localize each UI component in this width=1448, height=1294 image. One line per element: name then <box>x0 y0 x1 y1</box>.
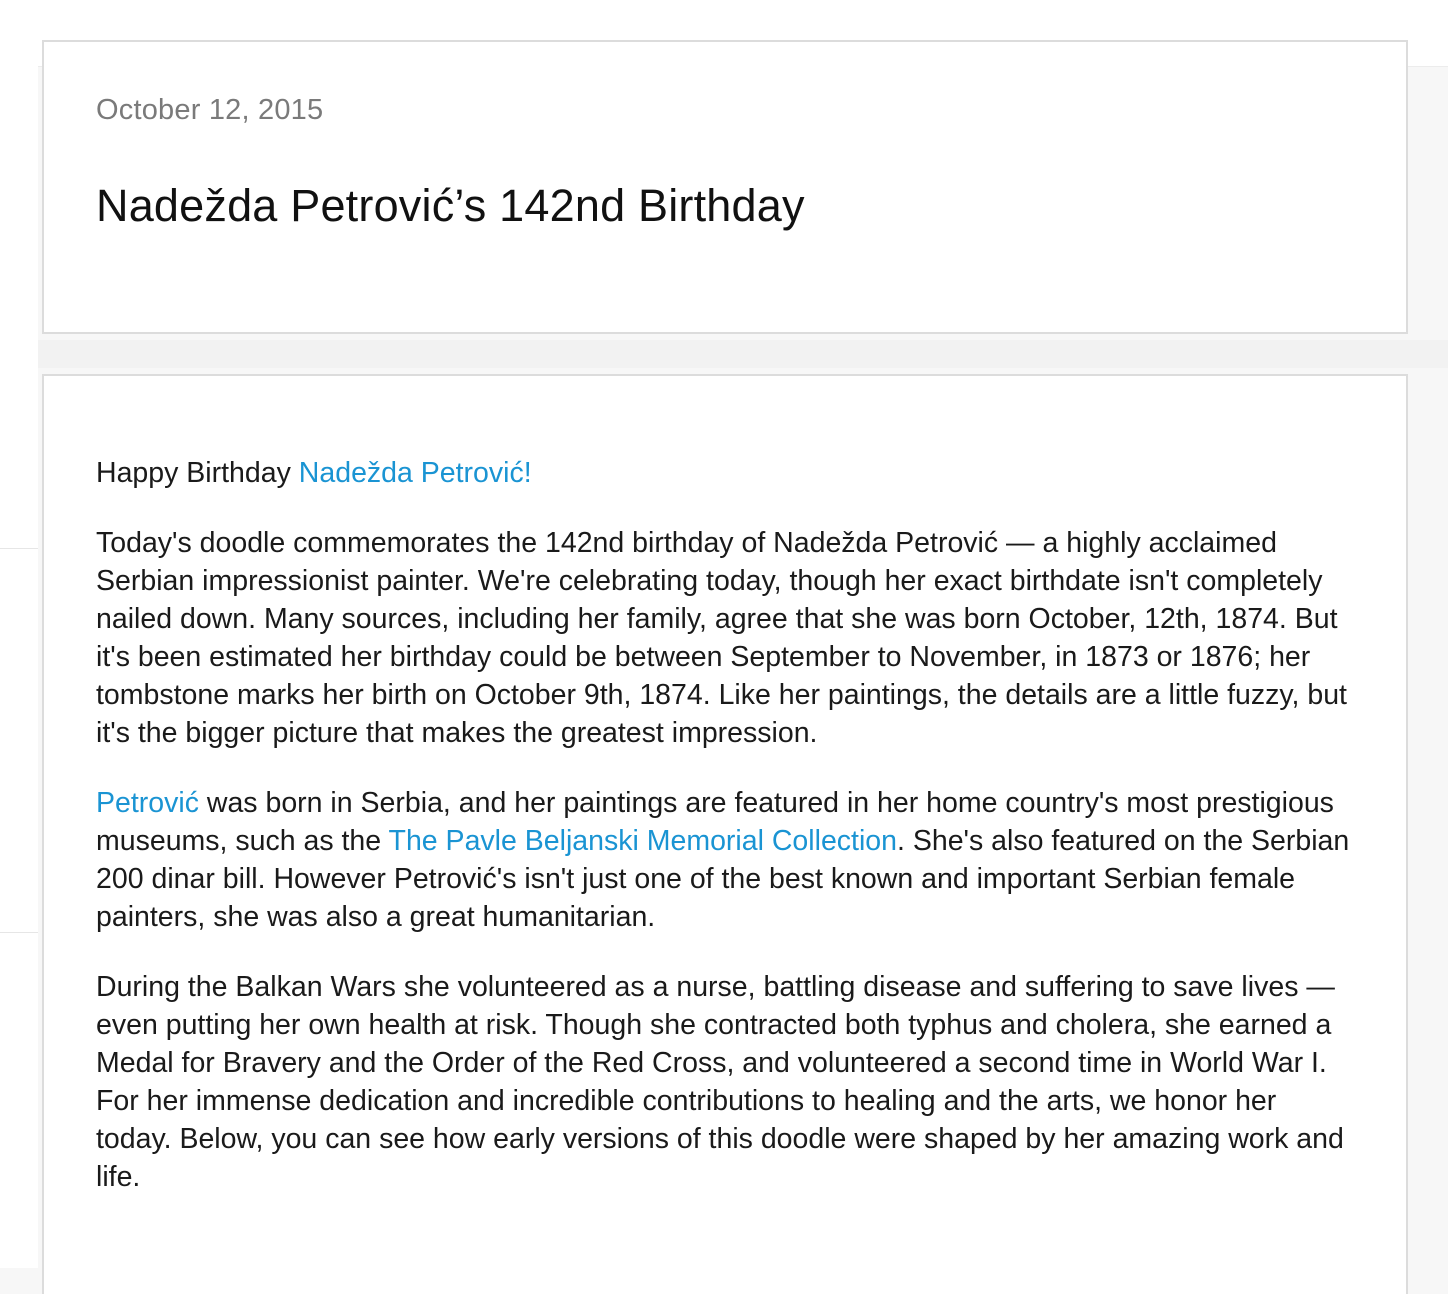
petrovic-name-link[interactable]: Nadežda Petrović! <box>298 457 532 489</box>
side-panel <box>0 66 38 1268</box>
paragraph-2-text-1: was born in Serbia, and her paintings are featured in her home country's most prestigious museums, such as the <box>96 787 1334 857</box>
post-header-card <box>42 40 1408 334</box>
beljanski-collection-link[interactable]: The Pavle Beljanski Memorial Collection <box>388 825 897 857</box>
side-panel-divider <box>0 932 38 933</box>
card-gap-band <box>38 340 1448 368</box>
post-date: October 12, 2015 <box>96 94 324 126</box>
petrovic-link[interactable]: Petrović <box>96 787 199 819</box>
paragraph-2-text-2: . She's also featured on the Serbian 200 dinar bill. However Petrović's isn't just one of the best known and important Serbian female painters, she was also a great humanitarian. <box>96 825 1350 933</box>
article-content <box>96 454 1358 1228</box>
article-paragraph-2 <box>96 784 1358 936</box>
greeting-text: Happy Birthday <box>96 457 299 489</box>
article-paragraph-1: Today's doodle commemorates the 142nd birthday of Nadežda Petrović — a highly acclaimed Serbian impressionist painter. We're celebrating today, though her exact birthdate isn't completely nailed down. Many sources, including her family, agree that she was born October, 12th, 1874. But it's been estimated her birthday could be between September to November, in 1873 or 1876; her tombstone marks her birth on October 9th, 1874. Like her paintings, the details are a little fuzzy, but it's the bigger picture that makes the greatest impression. <box>96 527 1347 749</box>
greeting-paragraph <box>96 454 1358 492</box>
side-panel-divider <box>0 548 38 549</box>
post-body-card <box>42 374 1408 1294</box>
article-paragraph-3: During the Balkan Wars she volunteered as a nurse, battling disease and suffering to save lives — even putting her own health at risk. Though she contracted both typhus and cholera, she earned a Medal for Bravery and the Order of the Red Cross, and volunteered a second time in World War I. For her immense dedication and incredible contributions to healing and the arts, we honor her today. Below, you can see how early versions of this doodle were shaped by her amazing work and life. <box>96 971 1344 1193</box>
post-title: Nadežda Petrović’s 142nd Birthday <box>96 180 805 231</box>
